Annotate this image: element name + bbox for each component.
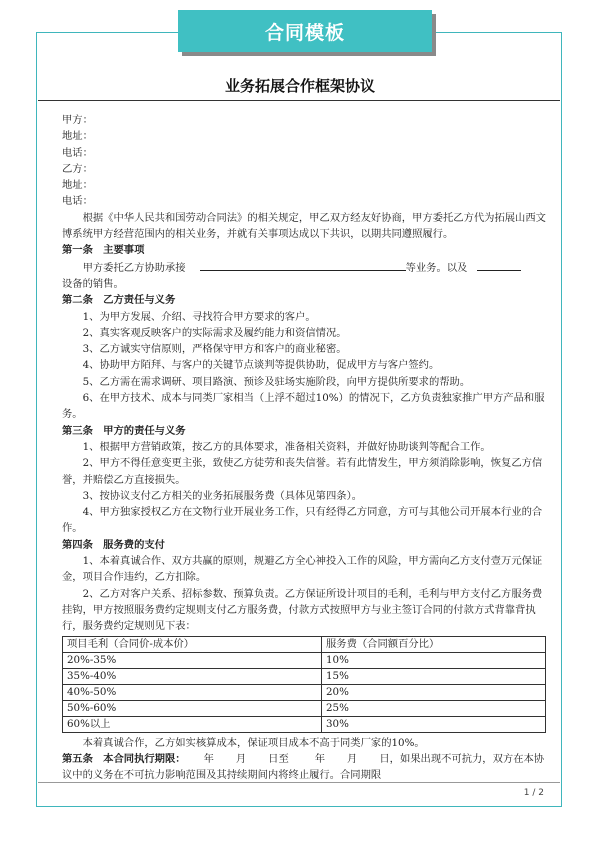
- table-row: [63, 668, 546, 684]
- blank-business-field[interactable]: [200, 259, 406, 271]
- article-1-heading: 第一条 主要事项: [62, 244, 145, 257]
- document-title: 业务拓展合作框架协议: [224, 77, 375, 95]
- table-cell: 20%: [322, 684, 546, 700]
- table-row: [63, 716, 546, 732]
- table-row: [63, 700, 546, 716]
- article-5-text: 如果出现不可抗力，双方在本协议中的义务在不可抗力影响范围及其持续期间内将终止履行。合同期限: [62, 752, 545, 782]
- blank-equipment-field[interactable]: [477, 259, 521, 271]
- party-b-address-label: 地址：: [62, 179, 93, 192]
- party-a-label: 甲方：: [62, 114, 93, 126]
- article-2-item: 6、在甲方技术、成本与同类厂家相当（上浮不超过10%）的情况下，乙方负责独家推广甲方产品和服务。: [62, 392, 545, 421]
- article-4-item: 1、本着真诚合作、双方共赢的原则，规避乙方全心神投入工作的风险，甲方需向乙方支付壹万元保证金，项目合作违约，乙方扣除。: [62, 555, 543, 584]
- article-2-item: 1、为甲方发展、介绍、寻找符合甲方要求的客户。: [82, 310, 316, 323]
- article-3-item: 4、甲方独家授权乙方在文物行业开展业务工作，只有经得乙方同意，方可与其他公司开展本行业的合作。: [62, 506, 543, 535]
- article-2-heading: 第二条 乙方责任与义务: [62, 294, 176, 307]
- article-2-item: 3、乙方诚实守信原则，严格保守甲方和客户的商业秘密。: [82, 343, 347, 356]
- article-3-item: 1、根据甲方营销政策，按乙方的具体要求，准备相关资料，并做好协助谈判等配合工作。: [82, 440, 491, 453]
- article-1-text-a: 甲方委托乙方协助承接: [82, 261, 186, 274]
- party-b-phone-label: 电话：: [62, 195, 93, 208]
- date-day-end: 日，: [379, 752, 400, 765]
- intro-paragraph: 根据《中华人民共和国劳动合同法》的相关规定，甲乙双方经友好协商，甲方委托乙方代为拓展山西文博系统甲方经营范围内的相关业务，并就有关事项达成以下共识，以期共同遵照履行。: [62, 211, 546, 241]
- party-b-label: 乙方：: [62, 162, 93, 175]
- table-cell: 10%: [322, 652, 546, 668]
- article-3-heading: 第三条 甲方的责任与义务: [62, 424, 186, 437]
- table-cell: 20%-35%: [63, 652, 322, 668]
- date-year-end: 年: [314, 752, 326, 765]
- service-fee-table: [62, 636, 546, 733]
- table-cell: 30%: [322, 716, 546, 732]
- template-banner: 合同模板: [178, 10, 432, 52]
- table-cell: 50%-60%: [63, 700, 322, 716]
- table-cell: 60%以上: [63, 716, 322, 732]
- article-2-item: 5、乙方需在需求调研、项目路演、预诊及驻场实施阶段，向甲方提供所要求的帮助。: [82, 375, 471, 388]
- title-divider: [38, 100, 560, 101]
- article-1-text-b: 等业务。以及: [405, 261, 468, 274]
- article-4-note: 本着真诚合作，乙方如实核算成本，保证项目成本不高于同类厂家的10%。: [82, 736, 425, 749]
- table-cell: 25%: [322, 700, 546, 716]
- table-cell: 15%: [322, 668, 546, 684]
- party-a-address-label: 地址：: [62, 130, 93, 143]
- article-3-item: 3、按协议支付乙方相关的业务拓展服务费（具体见第四条）。: [82, 489, 363, 502]
- article-5-line: [62, 751, 546, 784]
- table-cell: 40%-50%: [63, 684, 322, 700]
- article-1-text-c: 设备的销售。: [62, 277, 124, 290]
- date-month-start: 月: [235, 752, 247, 765]
- table-header-cell: 项目毛利（合同价-成本价）: [63, 636, 322, 652]
- article-4-heading: 第四条 服务费的支付: [62, 538, 165, 551]
- page-number: 1 / 2: [523, 788, 544, 798]
- article-2-item: 4、协助甲方陌拜、与客户的关键节点谈判等提供协助，促成甲方与客户签约。: [82, 359, 440, 372]
- table-cell: 35%-40%: [63, 668, 322, 684]
- article-1-line: [62, 259, 546, 276]
- table-header-cell: 服务费（合同额百分比）: [322, 636, 546, 652]
- date-year-start: 年: [203, 752, 214, 765]
- article-5-heading: 第五条 本合同执行期限：: [62, 752, 186, 765]
- table-row: [63, 684, 546, 700]
- article-4-item: 2、乙方对客户关系、招标参数、预算负责。乙方保证所设计项目的毛利，毛利与甲方支付乙方服务费挂钩，甲方按照服务费约定规则支付乙方服务费，付款方式按照甲方与业主签订合同的付款方式背靠背执行，服务费约定规则见下表：: [62, 587, 543, 633]
- document-body: [62, 112, 546, 783]
- article-2-item: 2、真实客观反映客户的实际需求及履约能力和资信情况。: [82, 326, 347, 339]
- table-header-row: [63, 636, 546, 652]
- footer-divider: [38, 782, 560, 783]
- table-row: [63, 652, 546, 668]
- article-3-item: 2、甲方不得任意变更主张，致使乙方徒劳和丧失信誉。若有此情发生，甲方须消除影响，恢复乙方信誉，并赔偿乙方直接损失。: [62, 457, 543, 486]
- date-month-end: 月: [347, 752, 358, 765]
- date-day-start: 日至: [268, 752, 289, 765]
- party-a-phone-label: 电话：: [62, 146, 93, 159]
